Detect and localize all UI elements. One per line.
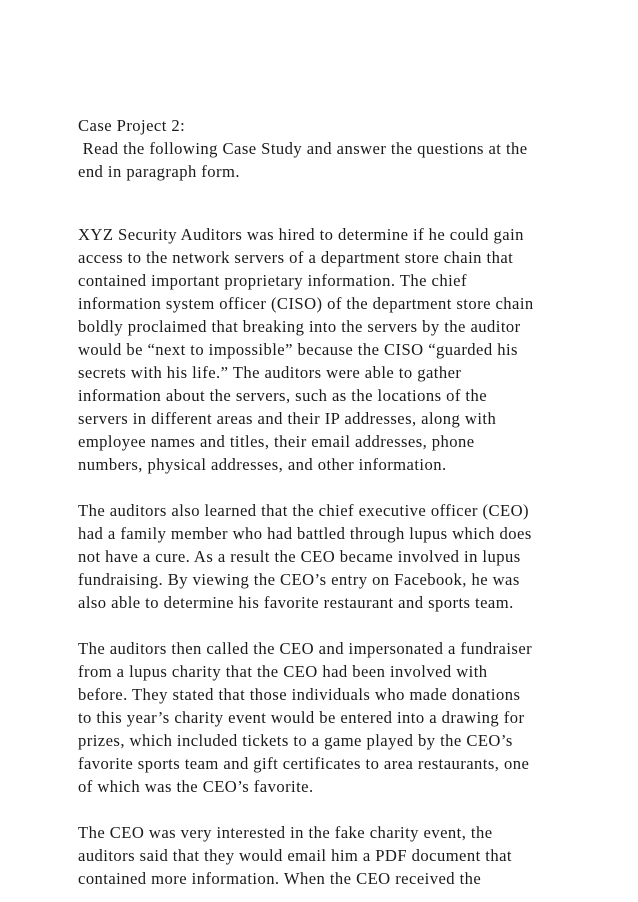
paragraph-line: before. They stated that those individuals who made donations xyxy=(78,685,521,704)
spacer xyxy=(78,798,598,821)
spacer xyxy=(78,183,598,223)
paragraph-line: favorite sports team and gift certificates to area restaurants, one xyxy=(78,754,530,773)
paragraph-line: boldly proclaimed that breaking into the servers by the auditor xyxy=(78,317,521,336)
paragraph-line: The auditors then called the CEO and impersonated a fundraiser xyxy=(78,639,533,658)
paragraph-line: of which was the CEO’s favorite. xyxy=(78,777,314,796)
paragraph-line: information system officer (CISO) of the department store chain xyxy=(78,294,534,313)
paragraph-line: had a family member who had battled through lupus which does xyxy=(78,524,532,543)
spacer xyxy=(78,476,598,499)
paragraph-4 xyxy=(78,821,598,890)
paragraph-line: fundraising. By viewing the CEO’s entry on Facebook, he was xyxy=(78,570,520,589)
paragraph-line: to this year’s charity event would be entered into a drawing for xyxy=(78,708,525,727)
paragraph-line: not have a cure. As a result the CEO became involved in lupus xyxy=(78,547,521,566)
spacer xyxy=(78,614,598,637)
paragraph-3 xyxy=(78,637,598,798)
paragraph-line: The auditors also learned that the chief executive officer (CEO) xyxy=(78,501,529,520)
paragraph-1 xyxy=(78,223,598,476)
document-body xyxy=(78,114,598,890)
heading-instruction-line: end in paragraph form. xyxy=(78,162,240,181)
paragraph-2 xyxy=(78,499,598,614)
paragraph-line: numbers, physical addresses, and other information. xyxy=(78,455,447,474)
paragraph-line: secrets with his life.” The auditors were able to gather xyxy=(78,363,462,382)
paragraph-line: servers in different areas and their IP addresses, along with xyxy=(78,409,497,428)
paragraph-line: employee names and titles, their email addresses, phone xyxy=(78,432,475,451)
paragraph-line: prizes, which included tickets to a game played by the CEO’s xyxy=(78,731,513,750)
paragraph-line: from a lupus charity that the CEO had been involved with xyxy=(78,662,488,681)
paragraph-line: The CEO was very interested in the fake charity event, the xyxy=(78,823,493,842)
paragraph-line: information about the servers, such as the locations of the xyxy=(78,386,488,405)
heading-title: Case Project 2: xyxy=(78,116,186,135)
paragraph-line: XYZ Security Auditors was hired to determine if he could gain xyxy=(78,225,524,244)
heading-instruction-line: Read the following Case Study and answer the questions at the xyxy=(78,139,528,158)
paragraph-line: would be “next to impossible” because the CISO “guarded his xyxy=(78,340,518,359)
paragraph-line: contained more information. When the CEO received the xyxy=(78,869,482,888)
paragraph-line: auditors said that they would email him a PDF document that xyxy=(78,846,512,865)
heading-block xyxy=(78,114,598,183)
paragraph-line: also able to determine his favorite restaurant and sports team. xyxy=(78,593,514,612)
paragraph-line: access to the network servers of a department store chain that xyxy=(78,248,514,267)
paragraph-line: contained important proprietary information. The chief xyxy=(78,271,467,290)
